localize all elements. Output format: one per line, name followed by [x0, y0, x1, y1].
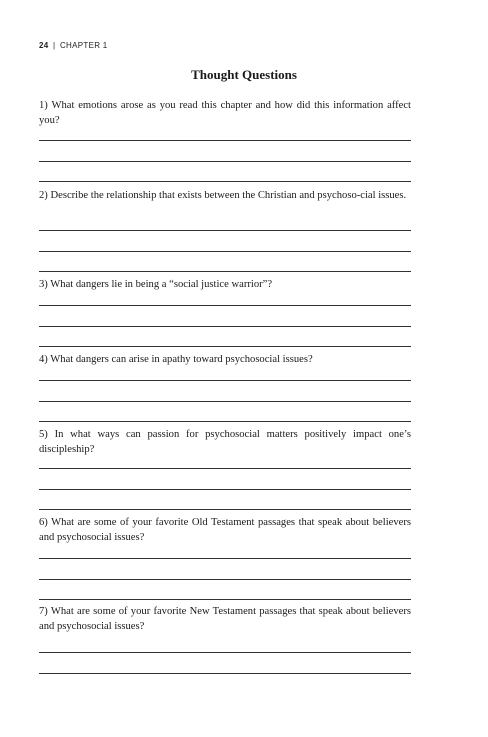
question-4: 4) What dangers can arise in apathy toward psychosocial issues? [39, 354, 313, 365]
answer-line [39, 401, 411, 402]
question-5: 5) In what ways can passion for psychosocial matters positively impact one’s discipleship? [39, 429, 411, 455]
question-6: 6) What are some of your favorite Old Testament passages that speak about believers and psychosocial issues? [39, 517, 411, 543]
answer-line [39, 579, 411, 580]
answer-line [39, 251, 411, 252]
page-title: Thought Questions [191, 67, 297, 82]
answer-line [39, 421, 411, 422]
answer-line [39, 305, 411, 306]
chapter-label: CHAPTER 1 [59, 41, 108, 50]
running-head [39, 41, 108, 50]
answer-line [39, 346, 411, 347]
answer-line [39, 140, 411, 141]
answer-line [39, 558, 411, 559]
question-3: 3) What dangers lie in being a “social justice warrior”? [39, 279, 273, 290]
answer-line [39, 161, 411, 162]
answer-line [39, 181, 411, 182]
answer-line [39, 326, 411, 327]
answer-line [39, 468, 411, 469]
answer-line [39, 652, 411, 653]
answer-line [39, 673, 411, 674]
answer-line [39, 509, 411, 510]
answer-line [39, 271, 411, 272]
question-2: 2) Describe the relationship that exists between the Christian and psychoso-cial issues. [39, 190, 407, 201]
answer-line [39, 380, 411, 381]
header-separator: | [53, 41, 56, 50]
answer-line [39, 489, 411, 490]
answer-line [39, 599, 411, 600]
question-7: 7) What are some of your favorite New Testament passages that speak about believers and psychosocial issues? [39, 606, 411, 632]
page-number: 24 [39, 41, 49, 50]
question-1: 1) What emotions arose as you read this chapter and how did this information affect you? [39, 100, 411, 126]
answer-line [39, 230, 411, 231]
